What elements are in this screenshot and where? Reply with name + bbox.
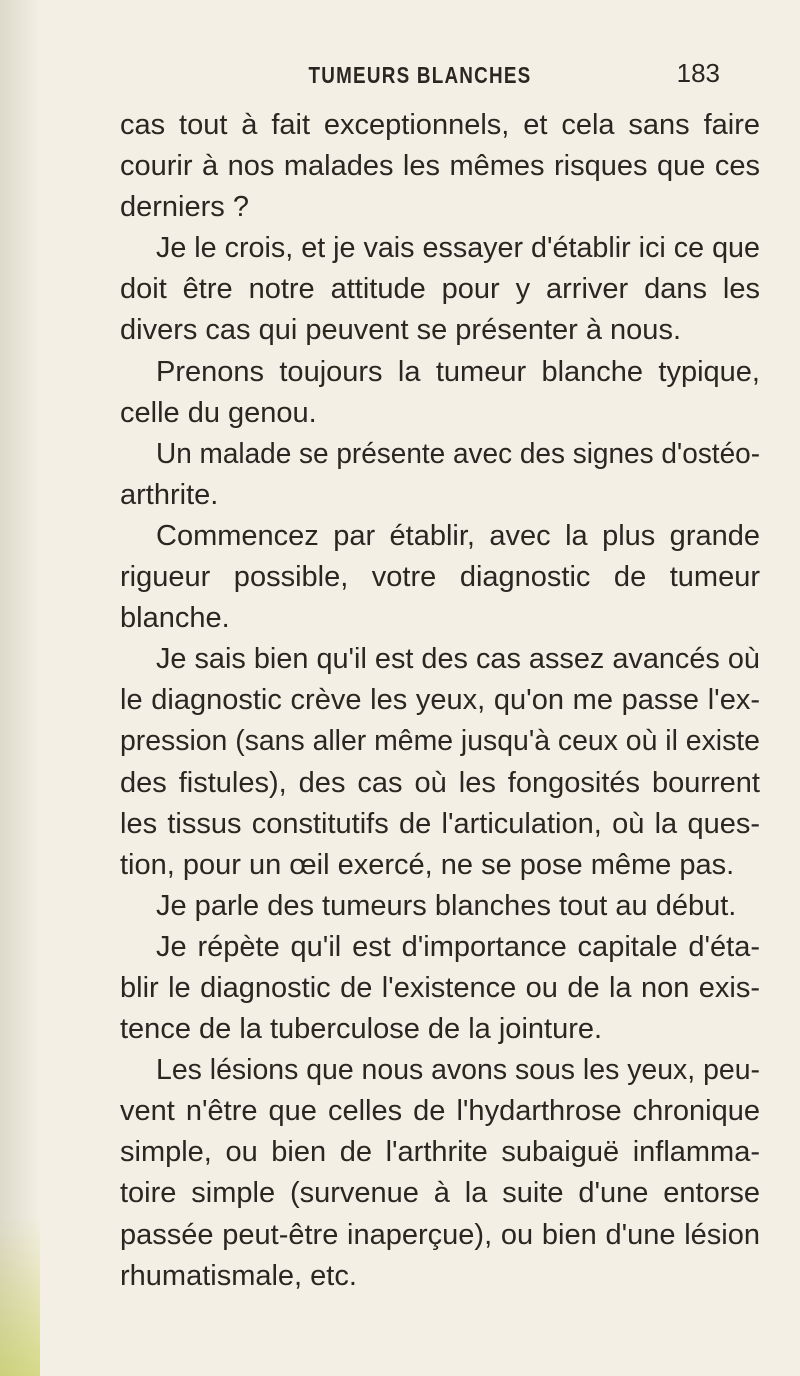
text-line: divers cas qui peuvent se présenter à nous. xyxy=(120,314,681,347)
text-line: derniers ? xyxy=(120,191,249,224)
text-line: Prenons toujours la tumeur blanche typique, xyxy=(156,355,760,388)
text-line: tion, pour un œil exercé, ne se pose même pas. xyxy=(120,848,735,881)
text-line: blanche. xyxy=(120,602,230,635)
text-line: Je sais bien qu'il est des cas assez avancés où xyxy=(156,643,760,676)
text-line: le diagnostic crève les yeux, qu'on me passe l'ex- xyxy=(120,684,760,717)
text-line: cas tout à fait exceptionnels, et cela sans faire xyxy=(120,109,760,141)
text-line: passée peut-être inaperçue), ou bien d'une lésion xyxy=(120,1218,760,1251)
text-line: Je répète qu'il est d'importance capitale d'éta- xyxy=(156,930,760,963)
text-line: toire simple (survenue à la suite d'une entorse xyxy=(120,1177,760,1210)
text-line: arthrite. xyxy=(120,478,219,511)
page-header xyxy=(120,58,720,98)
text-line: courir à nos malades les mêmes risques que ces xyxy=(120,150,760,183)
text-line: Un malade se présente avec des signes d'ostéo- xyxy=(156,437,761,470)
text-line: rigueur possible, votre diagnostic de tumeur xyxy=(120,561,760,594)
running-head: TUMEURS BLANCHES xyxy=(308,62,532,88)
text-line: les tissus constitutifs de l'articulation, où la ques- xyxy=(120,807,760,840)
text-line: tence de la tuberculose de la jointure. xyxy=(120,1013,603,1046)
text-line: rhumatismale, etc. xyxy=(120,1259,357,1292)
body-text xyxy=(120,105,760,1297)
text-line: doit être notre attitude pour y arriver dans les xyxy=(120,273,760,306)
text-line: Je parle des tumeurs blanches tout au début. xyxy=(156,889,737,922)
text-line: vent n'être que celles de l'hydarthrose chronique xyxy=(120,1095,760,1128)
text-line: simple, ou bien de l'arthrite subaiguë inflamma- xyxy=(120,1136,760,1169)
text-line: pression (sans aller même jusqu'à ceux où il existe xyxy=(120,725,760,758)
text-line: Je le crois, et je vais essayer d'établir ici ce que xyxy=(156,232,761,265)
page-stain xyxy=(0,1216,40,1376)
page-shadow xyxy=(0,0,40,1376)
text-line: des fistules), des cas où les fongosités bourrent xyxy=(120,766,760,799)
text-line: blir le diagnostic de l'existence ou de la non exis- xyxy=(120,971,760,1004)
text-line: Commencez par établir, avec la plus grande xyxy=(156,519,760,552)
page-number: 183 xyxy=(676,58,720,88)
text-line: celle du genou. xyxy=(120,396,317,429)
text-line: Les lésions que nous avons sous les yeux, peu- xyxy=(156,1054,761,1087)
